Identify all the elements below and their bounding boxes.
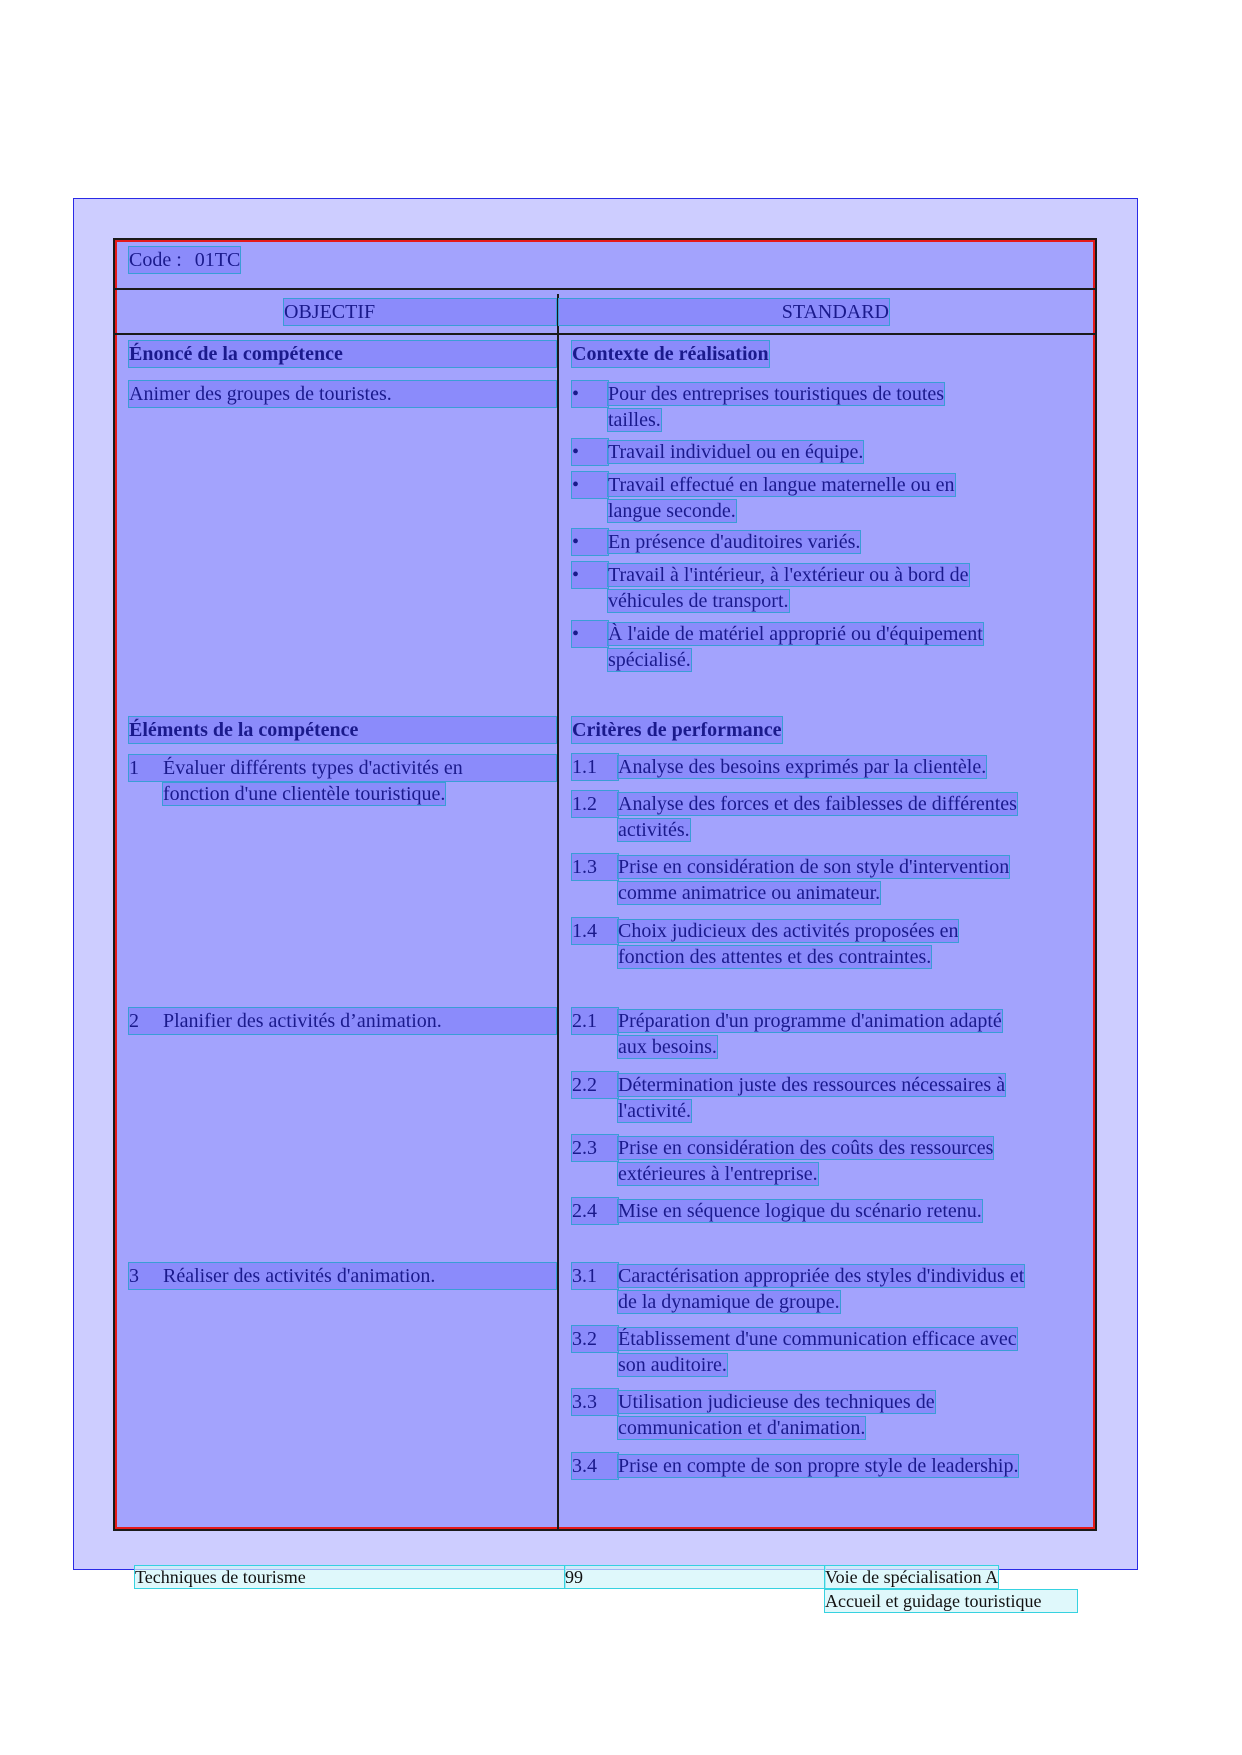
critere-text: Mise en séquence logique du scénario retenu. [618, 1200, 982, 1222]
critere-text: l'activité. [618, 1100, 692, 1122]
critere-text: Utilisation judicieuse des techniques de [618, 1391, 935, 1413]
critere-item [572, 1072, 1005, 1124]
critere-number: 3.4 [572, 1453, 618, 1479]
element-3 [129, 1263, 556, 1289]
critere-number: 1.1 [572, 754, 618, 780]
contexte-text: À l'aide de matériel approprié ou d'équipement [608, 623, 983, 645]
critere-number: 2.4 [572, 1198, 618, 1224]
element-text: Réaliser des activités d'animation. [163, 1265, 436, 1287]
contexte-text: langue seconde. [608, 500, 736, 522]
bullet-icon: • [572, 472, 608, 498]
critere-text: Caractérisation appropriée des styles d'individus et [618, 1265, 1025, 1287]
footer-specialisation: Voie de spécialisation A [825, 1567, 999, 1587]
objectif-header: OBJECTIF [284, 299, 556, 325]
contexte-text: Travail à l'intérieur, à l'extérieur ou à bord de [608, 564, 969, 586]
critere-text: extérieures à l'entreprise. [618, 1163, 818, 1185]
critere-item [572, 854, 1009, 906]
critere-item [572, 1135, 993, 1187]
critere-number: 2.1 [572, 1008, 618, 1034]
critere-item [572, 1453, 1018, 1479]
element-text: Planifier des activités d’animation. [163, 1010, 442, 1032]
contexte-text: Travail individuel ou en équipe. [608, 441, 864, 463]
critere-item [572, 791, 1017, 843]
footer-program: Techniques de tourisme [135, 1566, 565, 1588]
column-divider [557, 294, 559, 1531]
critere-text: Prise en considération de son style d'intervention [618, 856, 1010, 878]
elements-heading: Éléments de la compétence [129, 717, 556, 743]
critere-text: Établissement d'une communication efficace avec [618, 1328, 1017, 1350]
code-value: 01TC [194, 249, 241, 271]
bullet-icon: • [572, 381, 608, 407]
bullet-icon: • [572, 621, 608, 647]
critere-number: 1.3 [572, 854, 618, 880]
code-field [129, 247, 240, 273]
enonce-text: Animer des groupes de touristes. [129, 381, 556, 407]
critere-item [572, 754, 986, 780]
critere-text: Prise en compte de son propre style de leadership. [618, 1455, 1019, 1477]
critere-number: 3.2 [572, 1326, 618, 1352]
contexte-item [572, 439, 863, 465]
header-divider [115, 333, 1095, 335]
critere-text: comme animatrice ou animateur. [618, 882, 881, 904]
critere-number: 2.3 [572, 1135, 618, 1161]
critere-text: aux besoins. [618, 1036, 717, 1058]
critere-text: son auditoire. [618, 1354, 727, 1376]
critere-number: 2.2 [572, 1072, 618, 1098]
critere-text: Prise en considération des coûts des ressources [618, 1137, 994, 1159]
element-1 [129, 755, 556, 807]
contexte-text: Pour des entreprises touristiques de toutes [608, 383, 945, 405]
critere-number: 3.3 [572, 1389, 618, 1415]
critere-number: 3.1 [572, 1263, 618, 1289]
critere-text: fonction des attentes et des contraintes. [618, 946, 932, 968]
critere-text: de la dynamique de groupe. [618, 1291, 840, 1313]
criteres-heading: Critères de performance [572, 719, 782, 741]
critere-text: Analyse des forces et des faiblesses de différentes [618, 793, 1017, 815]
contexte-text: Travail effectué en langue maternelle ou en [608, 474, 955, 496]
bullet-icon: • [572, 562, 608, 588]
footer-page-number: 99 [565, 1566, 825, 1588]
contexte-text: En présence d'auditoires variés. [608, 531, 861, 553]
element-text: Évaluer différents types d'activités en [163, 757, 463, 779]
element-number: 3 [129, 1265, 139, 1287]
element-number: 2 [129, 1010, 139, 1032]
critere-item [572, 1389, 935, 1441]
element-number: 1 [129, 757, 139, 779]
critere-number: 1.2 [572, 791, 618, 817]
contexte-item [572, 562, 969, 614]
critere-text: activités. [618, 819, 690, 841]
critere-text: Détermination juste des ressources nécessaires à [618, 1074, 1006, 1096]
footer-specialisation-title: Accueil et guidage touristique [825, 1590, 1077, 1612]
contexte-item [572, 529, 860, 555]
contexte-text: véhicules de transport. [608, 590, 789, 612]
critere-item [572, 1326, 1017, 1378]
code-divider [115, 288, 1095, 290]
contexte-heading: Contexte de réalisation [572, 343, 769, 365]
critere-text: Préparation d'un programme d'animation adapté [618, 1010, 1002, 1032]
contexte-item [572, 381, 944, 433]
contexte-text: spécialisé. [608, 649, 691, 671]
critere-item [572, 918, 958, 970]
contexte-item [572, 472, 955, 524]
critere-item [572, 1198, 982, 1224]
contexte-text: tailles. [608, 409, 661, 431]
critere-number: 1.4 [572, 918, 618, 944]
element-text: fonction d'une clientèle touristique. [163, 783, 446, 805]
critere-item [572, 1263, 1024, 1315]
enonce-heading: Énoncé de la compétence [129, 341, 556, 367]
critere-text: communication et d'animation. [618, 1417, 866, 1439]
critere-item [572, 1008, 1002, 1060]
bullet-icon: • [572, 529, 608, 555]
critere-text: Analyse des besoins exprimés par la clientèle. [618, 756, 987, 778]
code-label: Code : [129, 249, 182, 271]
critere-text: Choix judicieux des activités proposées en [618, 920, 959, 942]
standard-header: STANDARD [559, 299, 889, 325]
bullet-icon: • [572, 439, 608, 465]
element-2 [129, 1008, 556, 1034]
contexte-item [572, 621, 983, 673]
